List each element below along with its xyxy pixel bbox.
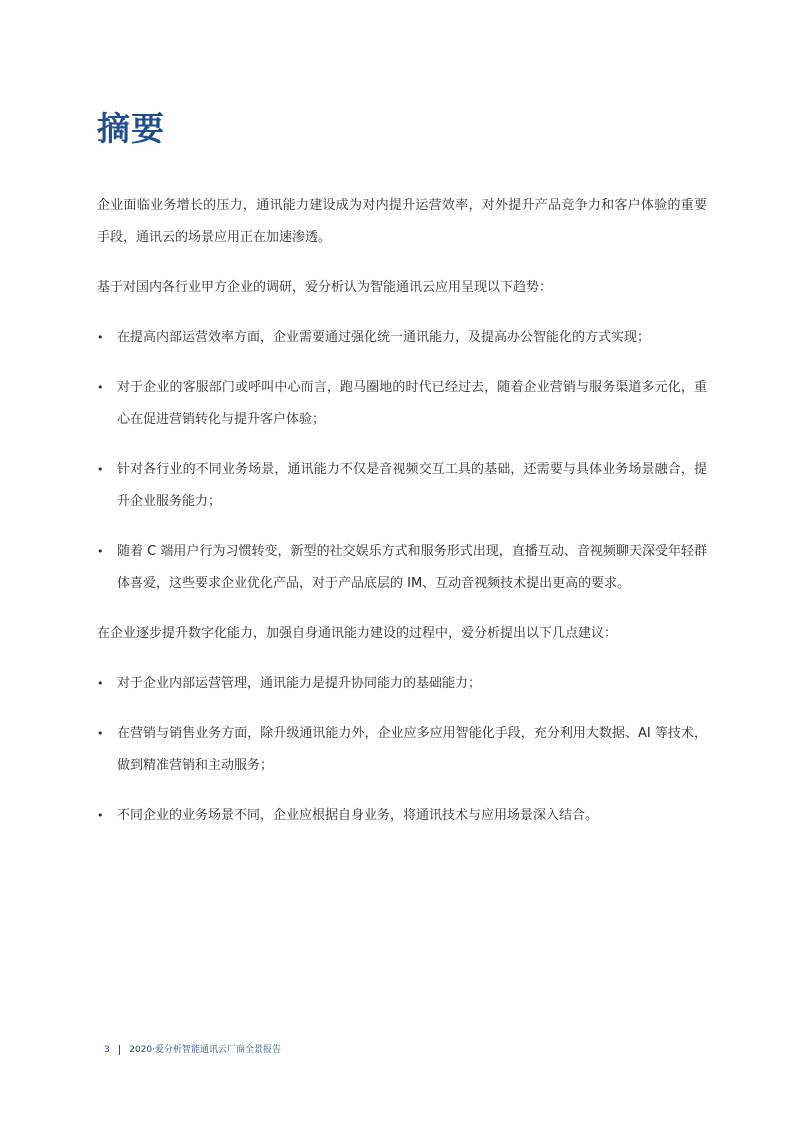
report-title: 2020·爱分析智能通讯云厂商全景报告 bbox=[129, 1045, 282, 1055]
suggestions-intro-paragraph: 在企业逐步提升数字化能力，加强自身通讯能力建设的过程中，爱分析提出以下几点建议： bbox=[97, 626, 618, 641]
page-title: 摘要 bbox=[97, 109, 165, 148]
bullet-icon: • bbox=[97, 331, 104, 344]
bullet-icon: • bbox=[97, 381, 104, 394]
footer-divider bbox=[119, 1045, 121, 1055]
list-item bbox=[97, 322, 707, 354]
list-item-text: 对于企业的客服部门或呼叫中心而言，跑马圈地的时代已经过去，随着企业营销与服务渠道多元化，重心在促进营销转化与提升客户体验； bbox=[117, 380, 707, 427]
list-item-text: 不同企业的业务场景不同，企业应根据自身业务，将通讯技术与应用场景深入结合。 bbox=[117, 808, 599, 823]
intro-paragraph: 企业面临业务增长的压力，通讯能力建设成为对内提升运营效率，对外提升产品竞争力和客户体验的重要手段，通讯云的场景应用正在加速渗透。 bbox=[97, 198, 707, 245]
list-item-text: 针对各行业的不同业务场景，通讯能力不仅是音视频交互工具的基础，还需要与具体业务场景融合，提升企业服务能力； bbox=[117, 462, 707, 509]
list-item-text: 在提高内部运营效率方面，企业需要通过强化统一通讯能力，及提高办公智能化的方式实现； bbox=[117, 330, 651, 345]
list-item bbox=[97, 536, 707, 600]
bullet-icon: • bbox=[97, 727, 104, 740]
list-item-text: 对于企业内部运营管理，通讯能力是提升协同能力的基础能力； bbox=[117, 676, 482, 691]
page-footer bbox=[104, 1043, 281, 1057]
bullet-icon: • bbox=[97, 677, 104, 690]
list-item bbox=[97, 668, 707, 700]
suggestions-list bbox=[97, 668, 707, 832]
list-item bbox=[97, 800, 707, 832]
bullet-icon: • bbox=[97, 545, 104, 558]
trends-list bbox=[97, 322, 707, 600]
list-item bbox=[97, 718, 707, 782]
list-item bbox=[97, 372, 707, 436]
trends-intro-paragraph: 基于对国内各行业甲方企业的调研，爱分析认为智能通讯云应用呈现以下趋势： bbox=[97, 280, 553, 295]
summary-content bbox=[97, 190, 707, 850]
bullet-icon: • bbox=[97, 463, 104, 476]
list-item bbox=[97, 454, 707, 518]
list-item-text: 随着 C 端用户行为习惯转变，新型的社交娱乐方式和服务形式出现，直播互动、音视频聊天深受年轻群体喜爱，这些要求企业优化产品，对于产品底层的 IM、互动音视频技术提出更高的要求。 bbox=[117, 544, 707, 591]
list-item-text: 在营销与销售业务方面，除升级通讯能力外，企业应多应用智能化手段，充分利用大数据、AI 等技术，做到精准营销和主动服务； bbox=[117, 726, 707, 773]
page-number: 3 bbox=[104, 1045, 110, 1055]
bullet-icon: • bbox=[97, 809, 104, 822]
